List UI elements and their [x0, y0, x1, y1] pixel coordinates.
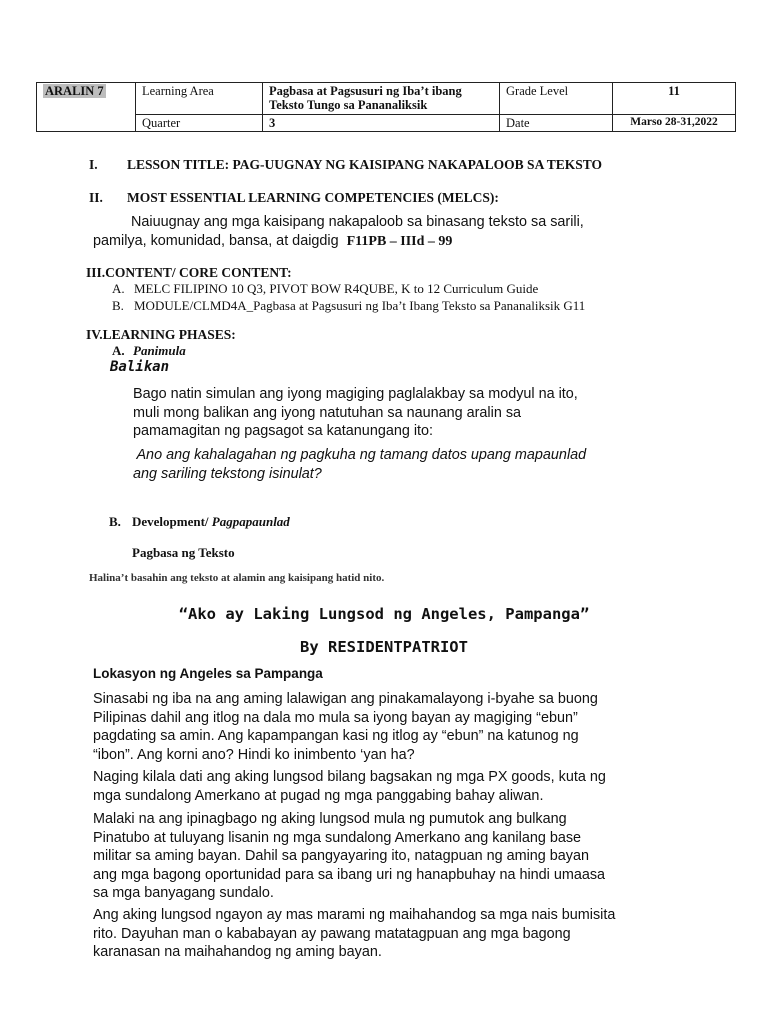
story-byline: By RESIDENTPATRIOT: [300, 638, 468, 656]
story-paragraph-2: [93, 768, 673, 805]
story-paragraph-3: [93, 810, 673, 903]
phase-a: [112, 343, 186, 359]
story-paragraph-4: [93, 906, 673, 962]
balikan-heading: Balikan: [110, 359, 170, 375]
story-p4-line3: karanasan na maihahandog ng aming bayan.: [93, 944, 382, 960]
phase-b-italic: Pagpapaunlad: [211, 514, 290, 529]
lesson-header-table: [36, 82, 736, 132]
melcs-code: F11PB – IIId – 99: [346, 233, 453, 249]
story-p3-line5: sa mga banyagang sundalo.: [93, 885, 274, 901]
content-item-a-text: MELC FILIPINO 10 Q3, PIVOT BOW R4QUBE, K to 12 Curriculum Guide: [134, 281, 539, 296]
melcs-body: [93, 213, 664, 251]
story-subheading: Lokasyon ng Angeles sa Pampanga: [93, 666, 323, 681]
story-p3-line3: militar sa aming bayan. Dahil sa pangyayaring ito, natagpuan ng aming bayan: [93, 848, 589, 864]
content-item-b-marker: B.: [112, 298, 124, 313]
aralin-cell: [37, 83, 136, 115]
learning-area-value-line1: Pagbasa at Pagsusuri ng Iba’t ibang: [269, 84, 462, 98]
learning-area-label: Learning Area: [136, 83, 263, 115]
quarter-value: 3: [263, 114, 500, 131]
story-p1-line2: Pilipinas dahil ang itlog na dala mo mula sa iyong bayan ay magiging “ebun”: [93, 709, 578, 726]
date-value: Marso 28-31,2022: [613, 114, 736, 131]
content-item-a: [112, 281, 539, 297]
learning-area-value: [263, 83, 500, 115]
balikan-body: [133, 385, 639, 441]
reading-instruction: Halina’t basahin ang teksto at alamin ang kaisipang hatid nito.: [89, 572, 385, 584]
melcs-heading: MOST ESSENTIAL LEARNING COMPETENCIES (MELCS):: [127, 190, 499, 205]
story-p4-line1: Ang aking lungsod ngayon ay mas marami ng maihahandog sa mga nais bumisita: [93, 907, 616, 923]
story-p1-line1: Sinasabi ng iba na ang aming lalawigan ang pinakamalayong i-byahe sa buong: [93, 691, 598, 707]
learning-phases-heading: IV.LEARNING PHASES:: [86, 327, 236, 342]
balikan-body-line2: muli mong balikan ang iyong natutuhan sa naunang aralin sa: [133, 404, 522, 421]
phase-a-marker: A.: [112, 343, 125, 358]
story-p3-line2: Pinatubo at tuluyang lisanin ng mga sundalong Amerkano ang kanilang base: [93, 829, 582, 846]
content-item-b: [112, 298, 586, 314]
balikan-question-line2: ang sariling tekstong isinulat?: [133, 465, 322, 482]
story-p2-line1: Naging kilala dati ang aking lungsod bilang bagsakan ng mga PX goods, kuta ng: [93, 769, 606, 785]
story-p2-line2: mga sundalong Amerkano at pugad ng mga panggabing bahay aliwan.: [93, 787, 544, 804]
phase-a-text: Panimula: [133, 343, 186, 358]
story-p3-line1: Malaki na ang ipinagbago ng aking lungsod mula ng pumutok ang bulkang: [93, 811, 567, 827]
story-p4-line2: rito. Dayuhan man o kababayan ay pawang matatagpuan ang mga bagong: [93, 925, 571, 942]
story-p1-line3: pagdating sa amin. Ang kapampangan kasi ng itlog ay “ebun” na katunog ng: [93, 728, 579, 744]
balikan-question: [133, 446, 653, 483]
section-1-number: I.: [89, 157, 98, 172]
phase-b-marker: B.: [109, 514, 121, 529]
balikan-body-line1: Bago natin simulan ang iyong magiging paglalakbay sa modyul na ito,: [133, 386, 578, 402]
phase-b: [109, 514, 290, 530]
section-2-number: II.: [89, 190, 103, 205]
learning-area-value-line2: Teksto Tungo sa Pananaliksik: [269, 98, 428, 113]
grade-level-value: 11: [613, 83, 736, 115]
phase-b-text: [132, 514, 290, 530]
story-title: “Ako ay Laking Lungsod ng Angeles, Pampanga”: [178, 605, 590, 623]
balikan-question-line1: Ano ang kahalagahan ng pagkuha ng tamang datos upang mapaunlad: [133, 447, 587, 463]
grade-level-label: Grade Level: [500, 83, 613, 115]
quarter-label: Quarter: [136, 114, 263, 131]
aralin-blank-cell: [37, 114, 136, 131]
story-paragraph-1: [93, 690, 673, 764]
content-item-b-text: MODULE/CLMD4A_Pagbasa at Pagsusuri ng Iba’t Ibang Teksto sa Pananaliksik G11: [134, 298, 586, 313]
aralin-label: ARALIN 7: [45, 84, 104, 98]
content-item-a-marker: A.: [112, 281, 125, 296]
content-heading: III.CONTENT/ CORE CONTENT:: [86, 265, 292, 280]
story-p3-line4: ang mga bagong oportunidad para sa ibang uri ng hanapbuhay na hindi umaasa: [93, 866, 606, 883]
phase-b-label: Development/: [132, 514, 209, 529]
pagbasa-heading: Pagbasa ng Teksto: [132, 545, 235, 560]
lesson-title: LESSON TITLE: PAG-UUGNAY NG KAISIPANG NAKAPALOOB SA TEKSTO: [127, 157, 602, 172]
date-label: Date: [500, 114, 613, 131]
story-p1-line4: “ibon”. Ang korni ano? Hindi ko inimbento ‘yan ha?: [93, 746, 415, 763]
melcs-body-line1: Naiuugnay ang mga kaisipang nakapaloob sa binasang teksto sa sarili,: [131, 214, 584, 230]
melcs-body-line2: pamilya, komunidad, bansa, at daigdig: [93, 232, 339, 249]
balikan-body-line3: pamamagitan ng pagsagot sa katanungang ito:: [133, 423, 434, 439]
